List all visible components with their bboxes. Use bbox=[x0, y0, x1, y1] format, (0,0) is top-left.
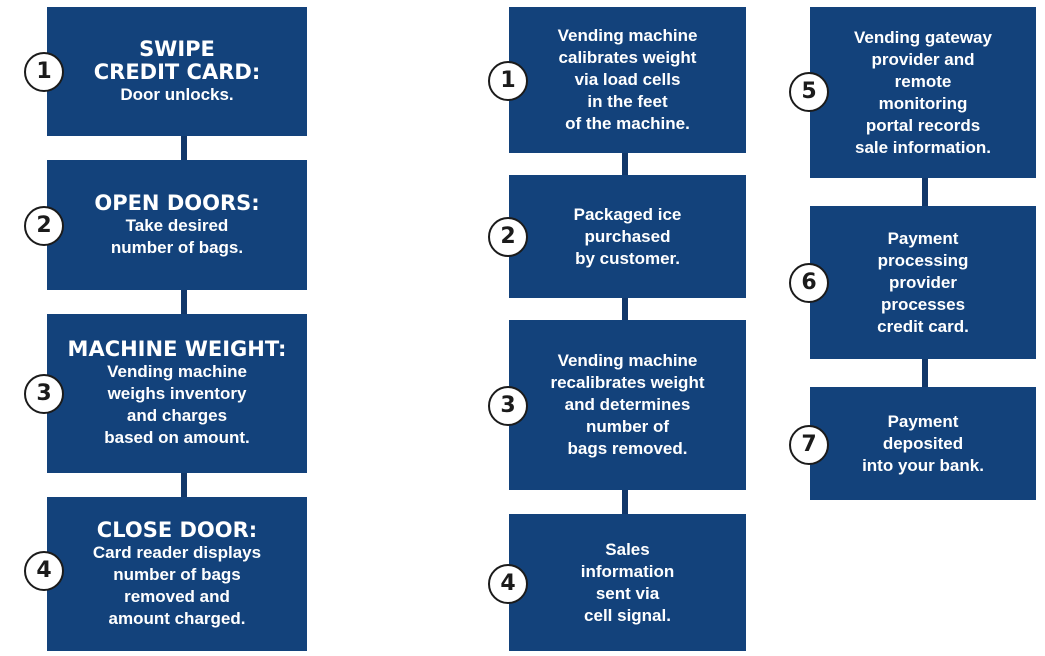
middle-step-2-number-badge: 2 bbox=[488, 217, 528, 257]
middle-step-3-description: Vending machine recalibrates weight and determines number of bags removed. bbox=[550, 351, 705, 458]
left-step-3-box bbox=[47, 314, 307, 473]
left-connector-3-4 bbox=[181, 473, 187, 497]
right-step-5-box bbox=[810, 7, 1036, 178]
left-step-4-number-badge: 4 bbox=[24, 551, 64, 591]
left-step-4-description: Card reader displays number of bags removed and amount charged. bbox=[92, 542, 262, 628]
middle-step-3-box bbox=[509, 320, 746, 490]
left-step-2-box bbox=[47, 160, 307, 290]
middle-step-1-description: Vending machine calibrates weight via load cells in the feet of the machine. bbox=[557, 26, 698, 133]
left-step-1-description: Door unlocks. bbox=[120, 84, 234, 104]
left-connector-1-2 bbox=[181, 136, 187, 160]
right-connector-5-6 bbox=[922, 178, 928, 206]
middle-step-4-description: Sales information sent via cell signal. bbox=[580, 539, 675, 625]
left-step-1-box bbox=[47, 7, 307, 136]
middle-connector-3-4 bbox=[622, 490, 628, 514]
left-step-2-description: Take desired number of bags. bbox=[110, 215, 244, 257]
left-step-2-number-badge: 2 bbox=[24, 206, 64, 246]
right-step-6-description: Payment processing provider processes credit card. bbox=[877, 228, 969, 336]
right-step-5-number-badge: 5 bbox=[789, 72, 829, 112]
left-step-3-title: MACHINE WEIGHT: bbox=[67, 337, 287, 361]
middle-step-3-number-badge: 3 bbox=[488, 386, 528, 426]
left-step-3-description: Vending machine weighs inventory and charges based on amount. bbox=[104, 362, 250, 447]
left-step-2-title: OPEN DOORS: bbox=[94, 190, 260, 215]
right-step-6-number-badge: 6 bbox=[789, 263, 829, 303]
left-step-1-number-badge: 1 bbox=[24, 52, 64, 92]
middle-step-4-number-badge: 4 bbox=[488, 564, 528, 604]
middle-step-1-box bbox=[509, 7, 746, 153]
middle-step-4-box bbox=[509, 514, 746, 651]
right-step-5-description: Vending gateway provider and remote monitoring portal records sale information. bbox=[854, 27, 992, 157]
left-step-4-title: CLOSE DOOR: bbox=[96, 517, 258, 542]
left-step-4-box bbox=[47, 497, 307, 651]
middle-connector-2-3 bbox=[622, 298, 628, 320]
right-step-7-description: Payment deposited into your bank. bbox=[862, 411, 984, 475]
middle-step-2-box bbox=[509, 175, 746, 298]
middle-step-2-description: Packaged ice purchased by customer. bbox=[573, 204, 682, 268]
middle-step-1-number-badge: 1 bbox=[488, 61, 528, 101]
left-connector-2-3 bbox=[181, 290, 187, 314]
right-step-7-number-badge: 7 bbox=[789, 425, 829, 465]
right-step-7-box bbox=[810, 387, 1036, 500]
middle-connector-1-2 bbox=[622, 153, 628, 175]
right-connector-6-7 bbox=[922, 359, 928, 387]
left-step-1-title: SWIPE CREDIT CARD: bbox=[93, 36, 261, 84]
left-step-3-number-badge: 3 bbox=[24, 374, 64, 414]
right-step-6-box bbox=[810, 206, 1036, 359]
